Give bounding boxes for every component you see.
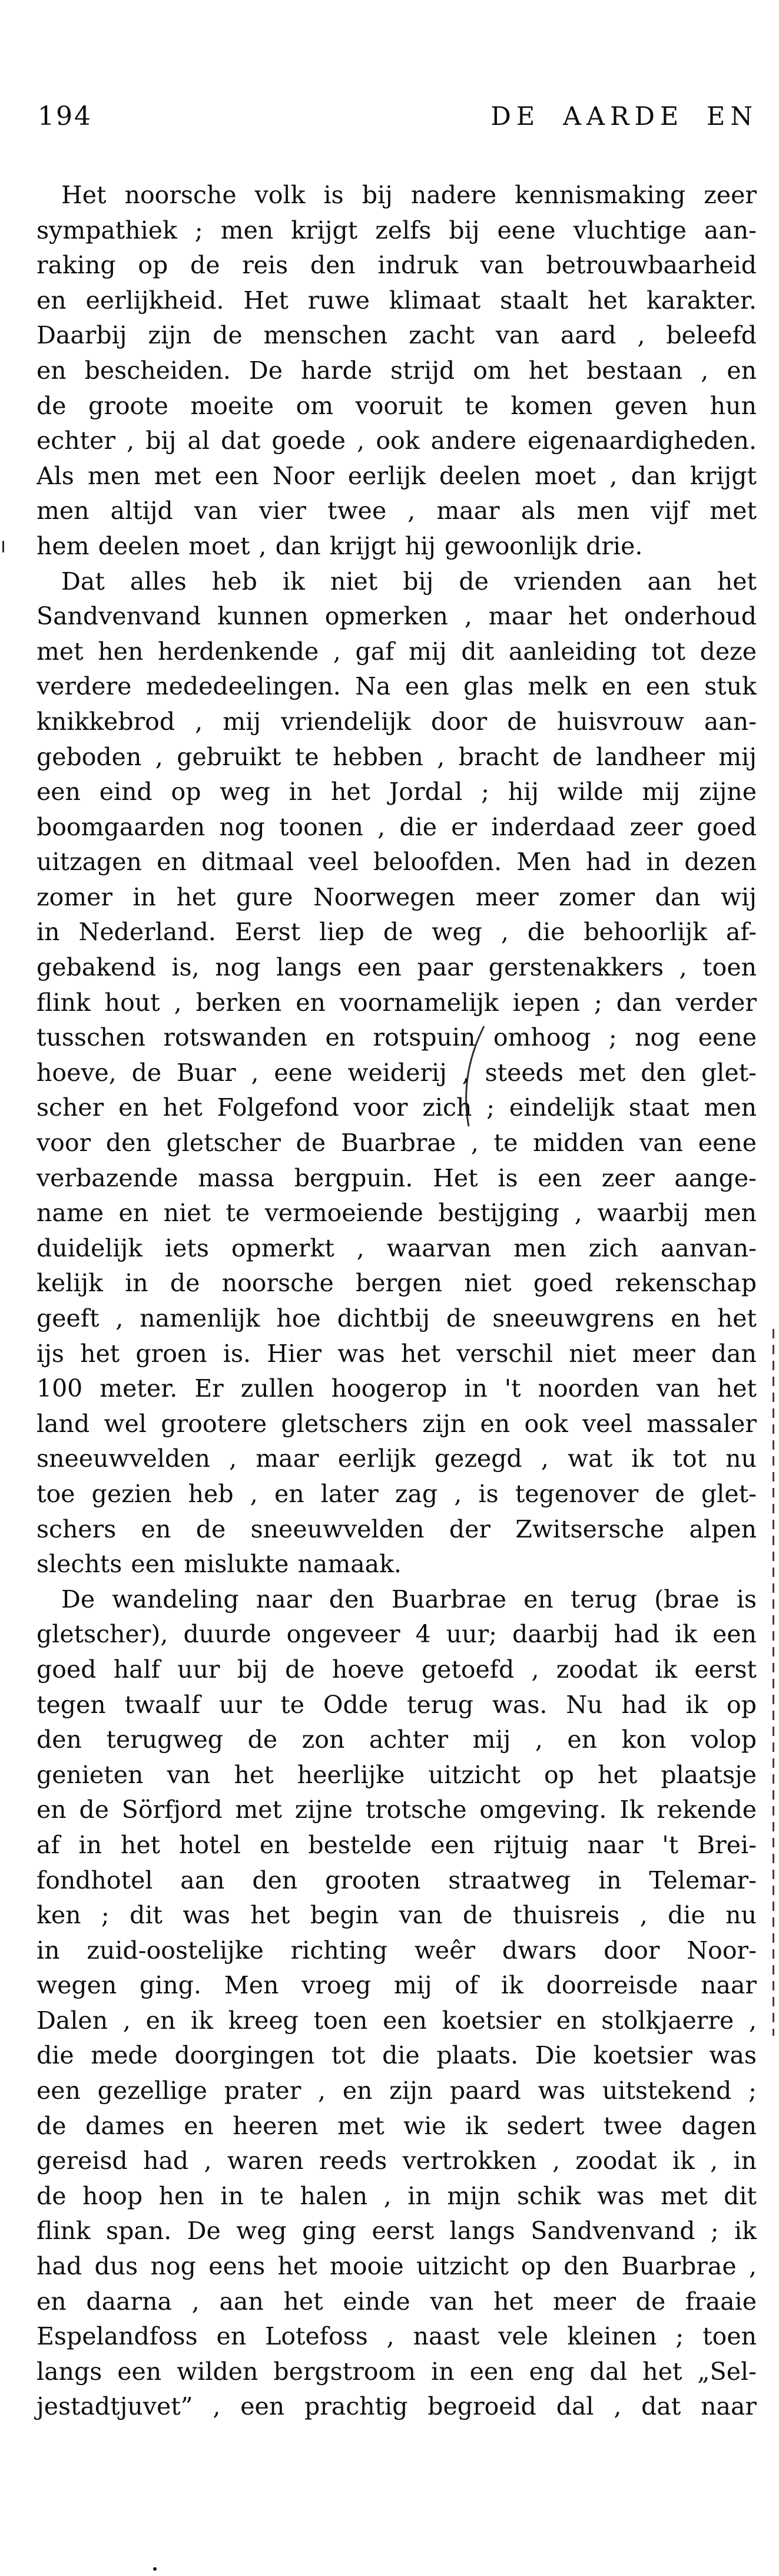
text-line: sneeuwvelden , maar eerlijk gezegd , wat ik tot nu: [37, 1444, 757, 1473]
text-line: 100 meter. Er zullen hoogerop in 't noorden van het: [37, 1374, 757, 1403]
text-line: geeft , namenlijk hoe dichtbij de sneeuwgrens en het: [37, 1304, 757, 1332]
text-line: Daarbij zijn de menschen zacht van aard , beleefd: [37, 321, 757, 350]
text-line: verbazende massa bergpuin. Het is een zeer aange-: [37, 1163, 757, 1192]
text-line: goed half uur bij de hoeve getoefd , zoodat ik eerst: [37, 1655, 757, 1684]
text-line: knikkebrod , mij vriendelijk door de huisvrouw aan-: [37, 707, 757, 736]
text-line: gletscher), duurde ongeveer 4 uur; daarbij had ik een: [37, 1620, 757, 1649]
text-line: sympathiek ; men krijgt zelfs bij eene vluchtige aan-: [37, 216, 757, 244]
text-line: had dus nog eens het mooie uitzicht op den Buarbrae ,: [37, 2252, 757, 2281]
text-line: scher en het Folgefond voor zich ; eindelijk staat men: [37, 1093, 757, 1122]
text-line: met hen herdenkende , gaf mij dit aanleiding tot deze: [37, 637, 757, 666]
text-line: Het noorsche volk is bij nadere kennismaking zeer: [61, 181, 757, 209]
text-line: toe gezien heb , en later zag , is tegenover de glet-: [37, 1479, 757, 1508]
text-line: voor den gletscher de Buarbrae , te midden van eene: [37, 1129, 757, 1158]
text-line: Als men met een Noor eerlijk deelen moet , dan krijgt: [37, 461, 757, 490]
text-line: slechts een mislukte namaak.: [37, 1550, 402, 1579]
text-line: ijs het groen is. Hier was het verschil niet meer dan: [37, 1339, 757, 1368]
text-line: boomgaarden nog toonen , die er inderdaad zeer goed: [37, 812, 757, 841]
text-line: verdere mededeelingen. Na een glas melk en een stuk: [37, 672, 757, 701]
text-line: een eind op weg in het Jordal ; hij wilde mij zijne: [37, 778, 757, 806]
text-line: flink span. De weg ging eerst langs Sandvenvand ; ik: [37, 2217, 757, 2246]
page-number: 194: [38, 101, 92, 131]
text-line: en de Sörfjord met zijne trotsche omgeving. Ik rekende: [37, 1795, 757, 1824]
text-line: men altijd van vier twee , maar als men vijf met: [37, 497, 757, 525]
text-line: langs een wilden bergstroom in een eng dal het „Sel-: [37, 2357, 757, 2386]
text-line: gebakend is, nog langs een paar gerstenakkers , toen: [37, 953, 757, 982]
page-body: [37, 178, 757, 2425]
text-line: De wandeling naar den Buarbrae en terug (brae is: [61, 1585, 757, 1613]
text-line: raking op de reis den indruk van betrouwbaarheid: [37, 251, 757, 280]
text-line: flink hout , berken en voornamelijk iepen ; dan verder: [37, 988, 757, 1017]
running-title: DE AARDE EN: [490, 102, 758, 131]
paragraph: [37, 564, 757, 1582]
text-line: en bescheiden. De harde strijd om het bestaan , en: [37, 356, 757, 385]
text-line: den terugweg de zon achter mij , en kon volop: [37, 1725, 757, 1754]
paragraph: [37, 178, 757, 564]
text-line: een gezellige prater , en zijn paard was uitstekend ;: [37, 2076, 757, 2105]
text-line: uitzagen en ditmaal veel beloofden. Men had in dezen: [37, 848, 757, 877]
text-line: zomer in het gure Noorwegen meer zomer dan wij: [37, 882, 757, 911]
text-line: Espelandfoss en Lotefoss , naast vele kleinen ; toen: [37, 2322, 757, 2351]
text-line: ken ; dit was het begin van de thuisreis , die nu: [37, 1901, 757, 1930]
scan-artifact-bottom-dot: [153, 2567, 157, 2571]
scan-artifact-right-edge-line: [773, 1329, 774, 2036]
text-line: in Nederland. Eerst liep de weg , die behoorlijk af-: [37, 918, 757, 947]
text-line: tegen twaalf uur te Odde terug was. Nu had ik op: [37, 1690, 757, 1719]
text-line: wegen ging. Men vroeg mij of ik doorreisde naar: [37, 1971, 757, 2000]
text-line: duidelijk iets opmerkt , waarvan men zich aanvan-: [37, 1234, 757, 1262]
page-header: [38, 101, 758, 131]
text-line: geboden , gebruikt te hebben , bracht de landheer mij: [37, 742, 757, 771]
text-line: gereisd had , waren reeds vertrokken , zoodat ik , in: [37, 2147, 757, 2175]
text-line: tusschen rotswanden en rotspuin omhoog ; nog eene: [37, 1023, 757, 1052]
text-line: en eerlijkheid. Het ruwe klimaat staalt het karakter.: [37, 286, 757, 315]
text-line: de dames en heeren met wie ik sedert twee dagen: [37, 2111, 757, 2140]
text-line: Sandvenvand kunnen opmerken , maar het onderhoud: [37, 602, 757, 631]
text-line: Dalen , en ik kreeg toen een koetsier en stolkjaerre ,: [37, 2006, 757, 2035]
text-line: fondhotel aan den grooten straatweg in Telemar-: [37, 1866, 757, 1894]
scan-artifact-left-tick: [2, 541, 4, 553]
paragraph: [37, 1582, 757, 2425]
text-line: af in het hotel en bestelde een rijtuig naar 't Brei-: [37, 1830, 757, 1859]
text-line: echter , bij al dat goede , ook andere eigenaardigheden.: [37, 426, 757, 455]
text-line: kelijk in de noorsche bergen niet goed rekenschap: [37, 1269, 757, 1298]
text-line: schers en de sneeuwvelden der Zwitsersche alpen: [37, 1514, 757, 1543]
text-line: Dat alles heb ik niet bij de vrienden aan het: [61, 567, 757, 596]
text-line: land wel grootere gletschers zijn en ook veel massaler: [37, 1409, 757, 1438]
text-line: hem deelen moet , dan krijgt hij gewoonlijk drie.: [37, 531, 643, 560]
text-line: in zuid-oostelijke richting weêr dwars door Noor-: [37, 1936, 757, 1965]
text-line: genieten van het heerlijke uitzicht op het plaatsje: [37, 1760, 757, 1789]
text-line: jestadtjuvet” , een prachtig begroeid dal , dat naar: [37, 2392, 757, 2421]
text-line: en daarna , aan het einde van het meer de fraaie: [37, 2287, 757, 2316]
text-line: hoeve, de Buar , eene weiderij , steeds met den glet-: [37, 1058, 757, 1087]
text-line: name en niet te vermoeiende bestijging , waarbij men: [37, 1199, 757, 1228]
text-line: de groote moeite om vooruit te komen geven hun: [37, 391, 757, 420]
text-line: die mede doorgingen tot die plaats. Die koetsier was: [37, 2041, 757, 2070]
text-line: de hoop hen in te halen , in mijn schik was met dit: [37, 2181, 757, 2210]
